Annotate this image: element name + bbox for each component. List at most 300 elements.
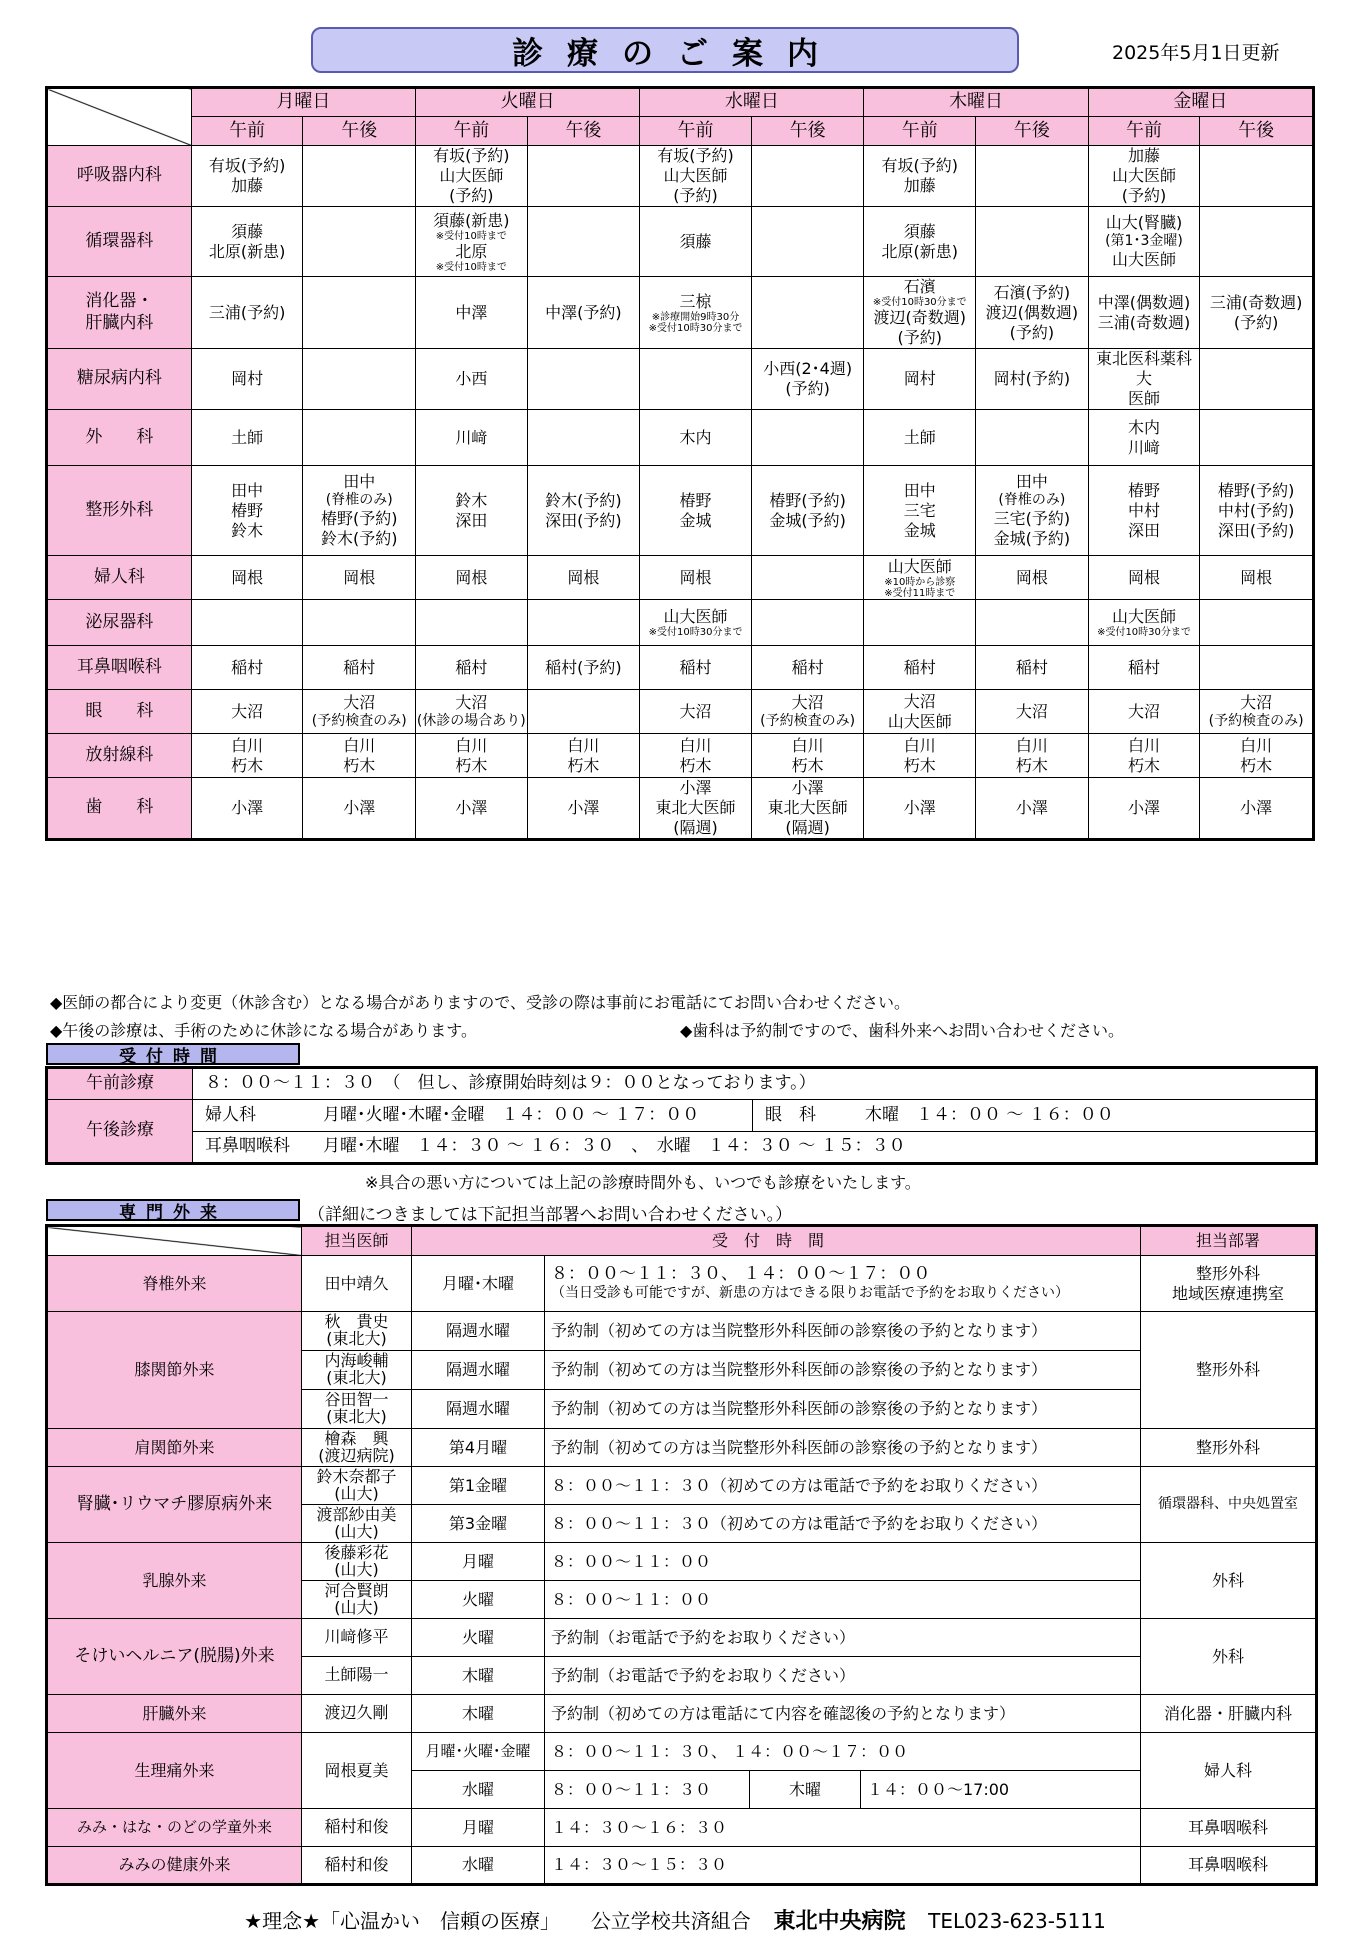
knee-time: 予約制（初めての方は当院整形外科医師の診察後の予約となります） <box>545 1312 1141 1351</box>
schedule-cell-content <box>752 693 864 731</box>
doctor-entry: 川﨑 <box>1127 437 1160 457</box>
doctor-entry: 朽木 <box>455 755 488 775</box>
pm-eye <box>753 1100 1317 1132</box>
schedule-cell-content <box>864 277 975 348</box>
pm-gyne <box>193 1100 753 1132</box>
schedule-cell <box>303 646 416 690</box>
schedule-cell-content <box>976 658 1088 678</box>
doctor-entry: 小澤 <box>343 798 376 817</box>
breast-dept: 外科 <box>1141 1543 1317 1619</box>
breast-time: ８：００～１１：００ <box>545 1581 1141 1619</box>
schedule-cell <box>751 690 864 734</box>
schedule-cell <box>864 778 976 840</box>
schedule-cell <box>976 690 1089 734</box>
col-doctor: 担当医師 <box>302 1226 412 1256</box>
schedule-cell-content <box>1200 568 1312 588</box>
schedule-cell <box>640 207 752 277</box>
schedule-cell-content <box>1200 798 1312 818</box>
doctor-entry: (予約) <box>1009 322 1055 342</box>
footer-tel: TEL023-623-5111 <box>928 1909 1106 1933</box>
schedule-cell <box>303 277 416 349</box>
schedule-cell <box>1088 778 1200 840</box>
doctor-entry: 岡村 <box>903 369 936 388</box>
schedule-cell <box>416 556 528 600</box>
knee-time: 予約制（初めての方は当院整形外科医師の診察後の予約となります） <box>545 1390 1141 1429</box>
schedule-cell <box>640 778 752 840</box>
schedule-cell <box>864 600 976 646</box>
pm-eye-time: 木曜 １４：００ ～ １６：００ <box>865 1104 1114 1125</box>
kidney-time: ８：００～１１：３０（初めての方は電話で予約をお取りください） <box>545 1467 1141 1505</box>
doctor-entry: 白川 <box>903 735 936 755</box>
am-label: 午前診療 <box>47 1068 193 1100</box>
doctor-entry: 大沼 <box>231 701 264 721</box>
schedule-cell <box>976 734 1089 778</box>
ear-time: １４：３０～１５：３０ <box>545 1847 1141 1885</box>
schedule-cell <box>191 556 303 600</box>
schedule-cell <box>751 146 864 207</box>
schedule-cell <box>416 410 528 466</box>
doctor-entry: 田中 <box>903 480 936 500</box>
doctor-entry: 大沼 <box>1015 701 1048 721</box>
pm-gyne-time: 月曜･火曜･木曜･金曜 １４：００ ～ １７：００ <box>323 1104 700 1125</box>
schedule-cell-content <box>752 778 864 838</box>
schedule-cell <box>527 207 640 277</box>
schedule-cell <box>527 778 640 840</box>
doctor-entry: 山大医師 <box>663 166 728 185</box>
schedule-cell <box>1088 646 1200 690</box>
schedule-cell-content <box>752 658 864 678</box>
kidney-name: 腎臓･リウマチ膠原病外来 <box>47 1467 302 1543</box>
doctor-entry: (予約) <box>1233 312 1279 332</box>
schedule-cell <box>1088 556 1200 600</box>
dept-name: 婦人科 <box>47 556 192 600</box>
schedule-cell-content <box>976 568 1088 588</box>
doctor-entry: 白川 <box>791 735 824 755</box>
doctor-entry: 岡根 <box>1240 567 1273 587</box>
schedule-cell-content <box>303 472 415 550</box>
shoulder-name: 肩関節外来 <box>47 1429 302 1467</box>
schedule-cell <box>1088 600 1200 646</box>
reception-header: 受付時間 <box>46 1043 300 1065</box>
doctor-entry: 加藤 <box>231 176 264 195</box>
schedule-cell <box>416 349 528 410</box>
schedule-cell-content <box>1089 213 1200 271</box>
doctor-entry: 鈴木 <box>455 490 488 510</box>
doctor-entry: 山大医師 <box>1111 250 1176 270</box>
doctor-entry: 岡根 <box>231 567 264 587</box>
schedule-cell <box>751 646 864 690</box>
schedule-cell <box>416 778 528 840</box>
doctor-entry: 大沼 <box>679 701 712 721</box>
schedule-cell <box>1088 466 1200 556</box>
shoulder-doctor: 檜森 興 (渡辺病院) <box>302 1429 412 1467</box>
schedule-cell <box>864 349 976 410</box>
schedule-cell-content <box>303 693 415 731</box>
ent_child-day: 月曜 <box>412 1809 545 1847</box>
doctor-entry: (予約) <box>897 328 942 347</box>
schedule-cell <box>527 146 640 207</box>
schedule-cell <box>1200 349 1314 410</box>
pm-header: 午後 <box>303 117 416 146</box>
period-day3: 木曜 <box>750 1771 861 1809</box>
am-header: 午前 <box>191 117 303 146</box>
spine-dept: 整形外科 地域医療連携室 <box>1141 1256 1317 1312</box>
schedule-cell-content <box>976 369 1088 389</box>
doctor-entry: 渡辺(奇数週) <box>873 308 966 327</box>
schedule-cell <box>416 466 528 556</box>
schedule-cell <box>640 556 752 600</box>
period-day1: 月曜･火曜･金曜 <box>412 1733 545 1771</box>
doctor-entry: (脊椎のみ) <box>325 491 393 508</box>
doctor-entry: 稲村 <box>1127 657 1160 677</box>
liver-doctor: 渡辺久剛 <box>302 1695 412 1733</box>
shoulder-dept: 整形外科 <box>1141 1429 1317 1467</box>
ear-day: 水曜 <box>412 1847 545 1885</box>
doctor-entry: 椿野(予約) <box>769 490 846 510</box>
schedule-cell <box>191 690 303 734</box>
am-text: ８：００～１１：３０ （ 但し、診療開始時刻は９：００となっております。） <box>193 1068 1317 1100</box>
schedule-cell-content <box>864 557 975 599</box>
schedule-cell <box>303 556 416 600</box>
schedule-cell-content <box>1089 146 1200 206</box>
doctor-entry: 有坂(予約) <box>881 156 958 175</box>
schedule-cell <box>191 207 303 277</box>
doctor-entry: 石濱(予約) <box>993 282 1071 302</box>
period-name: 生理痛外来 <box>47 1733 302 1809</box>
doctor-entry: 朽木 <box>1127 755 1160 775</box>
schedule-cell-content <box>192 658 303 678</box>
kidney-time: ８：００～１１：３０（初めての方は電話で予約をお取りください） <box>545 1505 1141 1543</box>
schedule-cell <box>864 410 976 466</box>
schedule-cell <box>527 600 640 646</box>
schedule-cell-content <box>416 658 527 678</box>
schedule-cell <box>976 349 1089 410</box>
schedule-corner <box>47 88 192 146</box>
schedule-cell-content <box>640 736 751 776</box>
doctor-entry: 稲村 <box>1015 657 1048 677</box>
schedule-cell <box>640 349 752 410</box>
breast-name: 乳腺外来 <box>47 1543 302 1619</box>
doctor-entry: 朽木 <box>1240 755 1273 775</box>
schedule-cell <box>1200 778 1314 840</box>
hernia-name: そけいヘルニア(脱腸)外来 <box>47 1619 302 1695</box>
doctor-entry: 小澤 <box>791 778 824 797</box>
doctor-entry: (予約) <box>1121 186 1167 205</box>
schedule-cell-content <box>864 428 975 448</box>
doctor-entry: 山大医師 <box>663 607 728 626</box>
doctor-entry: ※受付11時まで <box>884 587 956 599</box>
knee-doctor: 内海峻輔 (東北大) <box>302 1351 412 1390</box>
schedule-cell-content <box>1200 293 1312 333</box>
period-time1: ８：００～１１：３０、 １４：００～１７：００ <box>545 1733 1141 1771</box>
am-header: 午前 <box>864 117 976 146</box>
ent_child-dept: 耳鼻咽喉科 <box>1141 1809 1317 1847</box>
schedule-cell-content <box>752 736 864 776</box>
schedule-cell <box>864 734 976 778</box>
schedule-cell <box>1200 734 1314 778</box>
schedule-cell-content <box>192 428 303 448</box>
schedule-cell <box>303 410 416 466</box>
specialty-table <box>45 1224 1318 1886</box>
doctor-entry: 岡村(予約) <box>993 369 1071 388</box>
doctor-entry: ※受付10時30分まで <box>648 322 743 334</box>
specialty-header: 専門外来 <box>46 1199 300 1221</box>
dept-name: 耳鼻咽喉科 <box>47 646 192 690</box>
schedule-cell <box>751 734 864 778</box>
schedule-cell <box>1200 207 1314 277</box>
doctor-entry: 北原 <box>455 241 488 261</box>
schedule-cell <box>1200 146 1314 207</box>
doctor-entry: 中澤(予約) <box>545 302 622 322</box>
doctor-entry: 山大医師 <box>887 711 952 731</box>
schedule-cell-content <box>416 146 527 206</box>
period-time2: ８：００～１１：３０ <box>545 1771 750 1809</box>
doctor-entry: 朽木 <box>567 755 600 775</box>
doctor-entry: 岡根 <box>343 567 376 587</box>
doctor-entry: 須藤(新患) <box>433 210 510 230</box>
schedule-cell <box>303 466 416 556</box>
footer <box>0 1904 1350 1935</box>
schedule-cell <box>751 778 864 840</box>
doctor-entry: (脊椎のみ) <box>998 491 1066 508</box>
corner-cell <box>47 1226 302 1256</box>
schedule-cell <box>976 277 1089 349</box>
doctor-entry: 中村(予約) <box>1217 500 1295 520</box>
schedule-cell <box>303 778 416 840</box>
schedule-cell-content <box>640 778 751 838</box>
schedule-cell-content <box>192 303 303 323</box>
schedule-cell <box>527 646 640 690</box>
doctor-entry: 朽木 <box>679 755 712 775</box>
schedule-cell-content <box>303 798 415 818</box>
doctor-entry: 椿野 <box>231 500 264 520</box>
doctor-entry: 石濱 <box>903 277 936 296</box>
doctor-entry: 山大医師 <box>887 556 952 576</box>
schedule-cell <box>191 734 303 778</box>
breast-day: 月曜 <box>412 1543 545 1581</box>
doctor-entry: 稲村 <box>679 657 712 677</box>
schedule-cell <box>976 466 1089 556</box>
doctor-entry: 椿野(予約) <box>320 509 398 529</box>
schedule-cell-content <box>416 369 527 389</box>
schedule-cell <box>1088 277 1200 349</box>
page-title: 診療のご案内 <box>311 27 1019 73</box>
doctor-entry: 小澤 <box>903 798 936 817</box>
schedule-cell-content <box>528 736 640 776</box>
knee-doctor: 谷田智一 (東北大) <box>302 1390 412 1429</box>
schedule-cell-content <box>864 798 975 818</box>
kidney-doctor: 渡部紗由美 (山大) <box>302 1505 412 1543</box>
schedule-cell-content <box>192 156 303 196</box>
shoulder-day: 第4月曜 <box>412 1429 545 1467</box>
schedule-cell-content <box>640 702 751 722</box>
schedule-cell-content <box>192 369 303 389</box>
doctor-entry: (予約検査のみ) <box>1208 712 1304 729</box>
doctor-entry: 岡根 <box>567 567 600 587</box>
note-2: ◆午後の診療は、手術のために休診になる場合があります。 <box>50 1021 478 1040</box>
doctor-entry: 小澤 <box>679 778 712 797</box>
doctor-entry: 木内 <box>1127 417 1160 437</box>
schedule-cell <box>527 349 640 410</box>
doctor-entry: 稲村 <box>455 657 488 677</box>
dept-name: 糖尿病内科 <box>47 349 192 410</box>
schedule-cell <box>303 207 416 277</box>
doctor-entry: 大沼 <box>791 692 824 712</box>
col-dept: 担当部署 <box>1141 1226 1317 1256</box>
doctor-entry: 金城 <box>679 510 712 530</box>
schedule-cell-content <box>416 693 527 731</box>
doctor-entry: 木内 <box>679 427 712 447</box>
dept-name: 眼 科 <box>47 690 192 734</box>
schedule-cell <box>751 207 864 277</box>
schedule-cell <box>1088 734 1200 778</box>
schedule-cell <box>864 556 976 600</box>
schedule-cell-content <box>1200 693 1312 731</box>
period-time3: １４：００～17:00 <box>861 1771 1141 1809</box>
doctor-entry: 三椋 <box>679 291 712 311</box>
liver-time: 予約制（初めての方は電話にて内容を確認後の予約となります） <box>545 1695 1141 1733</box>
doctor-entry: 東北医科薬科大 <box>1095 349 1192 388</box>
footer-org: 公立学校共済組合 <box>590 1909 751 1933</box>
hernia-dept: 外科 <box>1141 1619 1317 1695</box>
schedule-cell-content <box>416 736 527 776</box>
schedule-cell <box>1200 600 1314 646</box>
doctor-entry: 小澤 <box>1127 798 1160 817</box>
schedule-cell <box>976 146 1089 207</box>
schedule-cell <box>191 466 303 556</box>
schedule-cell <box>751 600 864 646</box>
schedule-cell-content <box>640 292 751 334</box>
period-day2: 水曜 <box>412 1771 545 1809</box>
doctor-entry: 椿野 <box>1127 480 1160 500</box>
schedule-cell <box>1200 690 1314 734</box>
doctor-entry: (第1･3金曜) <box>1105 232 1183 249</box>
am-header: 午前 <box>1088 117 1200 146</box>
doctor-entry: 加藤 <box>903 176 936 195</box>
doctor-entry: 稲村 <box>791 657 824 677</box>
doctor-entry: 有坂(予約) <box>208 156 286 175</box>
schedule-cell-content <box>640 607 751 638</box>
schedule-cell <box>416 734 528 778</box>
schedule-cell <box>864 277 976 349</box>
doctor-entry: ※受付10時30分まで <box>872 297 967 308</box>
breast-doctor: 後藤彩花 (山大) <box>302 1543 412 1581</box>
schedule-cell-content <box>864 692 975 732</box>
schedule-cell-content <box>640 568 751 588</box>
doctor-entry: 有坂(予約) <box>433 146 510 165</box>
spine-name: 脊椎外来 <box>47 1256 302 1312</box>
schedule-cell-content <box>1089 798 1200 818</box>
schedule-cell <box>191 146 303 207</box>
doctor-entry: 山大医師 <box>1111 607 1176 626</box>
schedule-cell <box>416 600 528 646</box>
schedule-cell <box>640 734 752 778</box>
schedule-cell <box>1200 277 1314 349</box>
doctor-entry: 加藤 <box>1127 146 1160 165</box>
knee-doctor: 秋 貴史 (東北大) <box>302 1312 412 1351</box>
doctor-entry: 北原(新患) <box>881 241 958 261</box>
liver-dept: 消化器・肝臓内科 <box>1141 1695 1317 1733</box>
doctor-entry: 小澤 <box>567 798 600 817</box>
note-3: ◆歯科は予約制ですので、歯科外来へお問い合わせください。 <box>680 1021 1124 1040</box>
doctor-entry: 小澤 <box>1240 798 1273 817</box>
breast-day: 火曜 <box>412 1581 545 1619</box>
liver-name: 肝臓外来 <box>47 1695 302 1733</box>
doctor-entry: 椿野(予約) <box>1217 480 1295 500</box>
spine-doctor: 田中靖久 <box>302 1256 412 1312</box>
day-header: 水曜日 <box>640 88 864 117</box>
period-dept: 婦人科 <box>1141 1733 1317 1809</box>
schedule-cell <box>303 146 416 207</box>
doctor-entry: 白川 <box>679 735 712 755</box>
schedule-cell-content <box>640 658 751 678</box>
schedule-cell-content <box>528 798 640 818</box>
doctor-entry: 大沼 <box>903 691 936 711</box>
dept-name: 呼吸器内科 <box>47 146 192 207</box>
doctor-entry: 朽木 <box>903 755 936 775</box>
doctor-entry: 大沼 <box>1127 701 1160 721</box>
schedule-cell-content <box>640 428 751 448</box>
knee-name: 膝関節外来 <box>47 1312 302 1429</box>
doctor-entry: (休診の場合あり) <box>416 712 526 729</box>
schedule-cell-content <box>1089 293 1200 333</box>
schedule-cell-content <box>1089 418 1200 458</box>
doctor-entry: 白川 <box>231 735 264 755</box>
schedule-cell-content <box>864 736 975 776</box>
doctor-entry: 北原(新患) <box>208 241 286 261</box>
schedule-cell <box>751 349 864 410</box>
kidney-dept: 循環器科、中央処置室 <box>1141 1467 1317 1543</box>
schedule-cell <box>1200 556 1314 600</box>
schedule-cell-content <box>864 658 975 678</box>
doctor-entry: 深田 <box>455 510 488 530</box>
doctor-entry: 岡根 <box>679 567 712 587</box>
doctor-entry: 白川 <box>455 735 488 755</box>
schedule-cell <box>864 207 976 277</box>
day-header: 火曜日 <box>416 88 640 117</box>
schedule-cell <box>191 277 303 349</box>
doctor-entry: 岡根 <box>1127 567 1160 587</box>
doctor-entry: 三浦(予約) <box>208 302 286 322</box>
schedule-cell <box>751 556 864 600</box>
schedule-cell <box>976 207 1089 277</box>
schedule-cell-content <box>864 222 975 262</box>
day-header: 金曜日 <box>1088 88 1313 117</box>
doctor-entry: (予約検査のみ) <box>311 712 407 729</box>
doctor-entry: 医師 <box>1127 389 1160 408</box>
doctor-entry: 川﨑 <box>455 427 488 447</box>
doctor-entry: 東北大医師 <box>767 798 848 817</box>
doctor-entry: 白川 <box>343 735 376 755</box>
doctor-entry: 中村 <box>1127 500 1160 520</box>
doctor-entry: 白川 <box>567 735 600 755</box>
doctor-entry: (予約検査のみ) <box>760 712 856 729</box>
schedule-cell <box>640 646 752 690</box>
schedule-cell-content <box>640 232 751 252</box>
schedule-cell <box>416 690 528 734</box>
knee-day: 隔週水曜 <box>412 1351 545 1390</box>
breast-doctor: 河合賢朗 (山大) <box>302 1581 412 1619</box>
dept-name: 循環器科 <box>47 207 192 277</box>
schedule-cell <box>1088 690 1200 734</box>
ent_child-time: １４：３０～１６：３０ <box>545 1809 1141 1847</box>
schedule-cell-content <box>976 798 1088 818</box>
reception-table <box>45 1066 1318 1165</box>
doctor-entry: 深田 <box>1127 520 1160 540</box>
doctor-entry: 岡村 <box>231 369 264 388</box>
schedule-cell-content <box>303 736 415 776</box>
kidney-doctor: 鈴木奈都子 (山大) <box>302 1467 412 1505</box>
